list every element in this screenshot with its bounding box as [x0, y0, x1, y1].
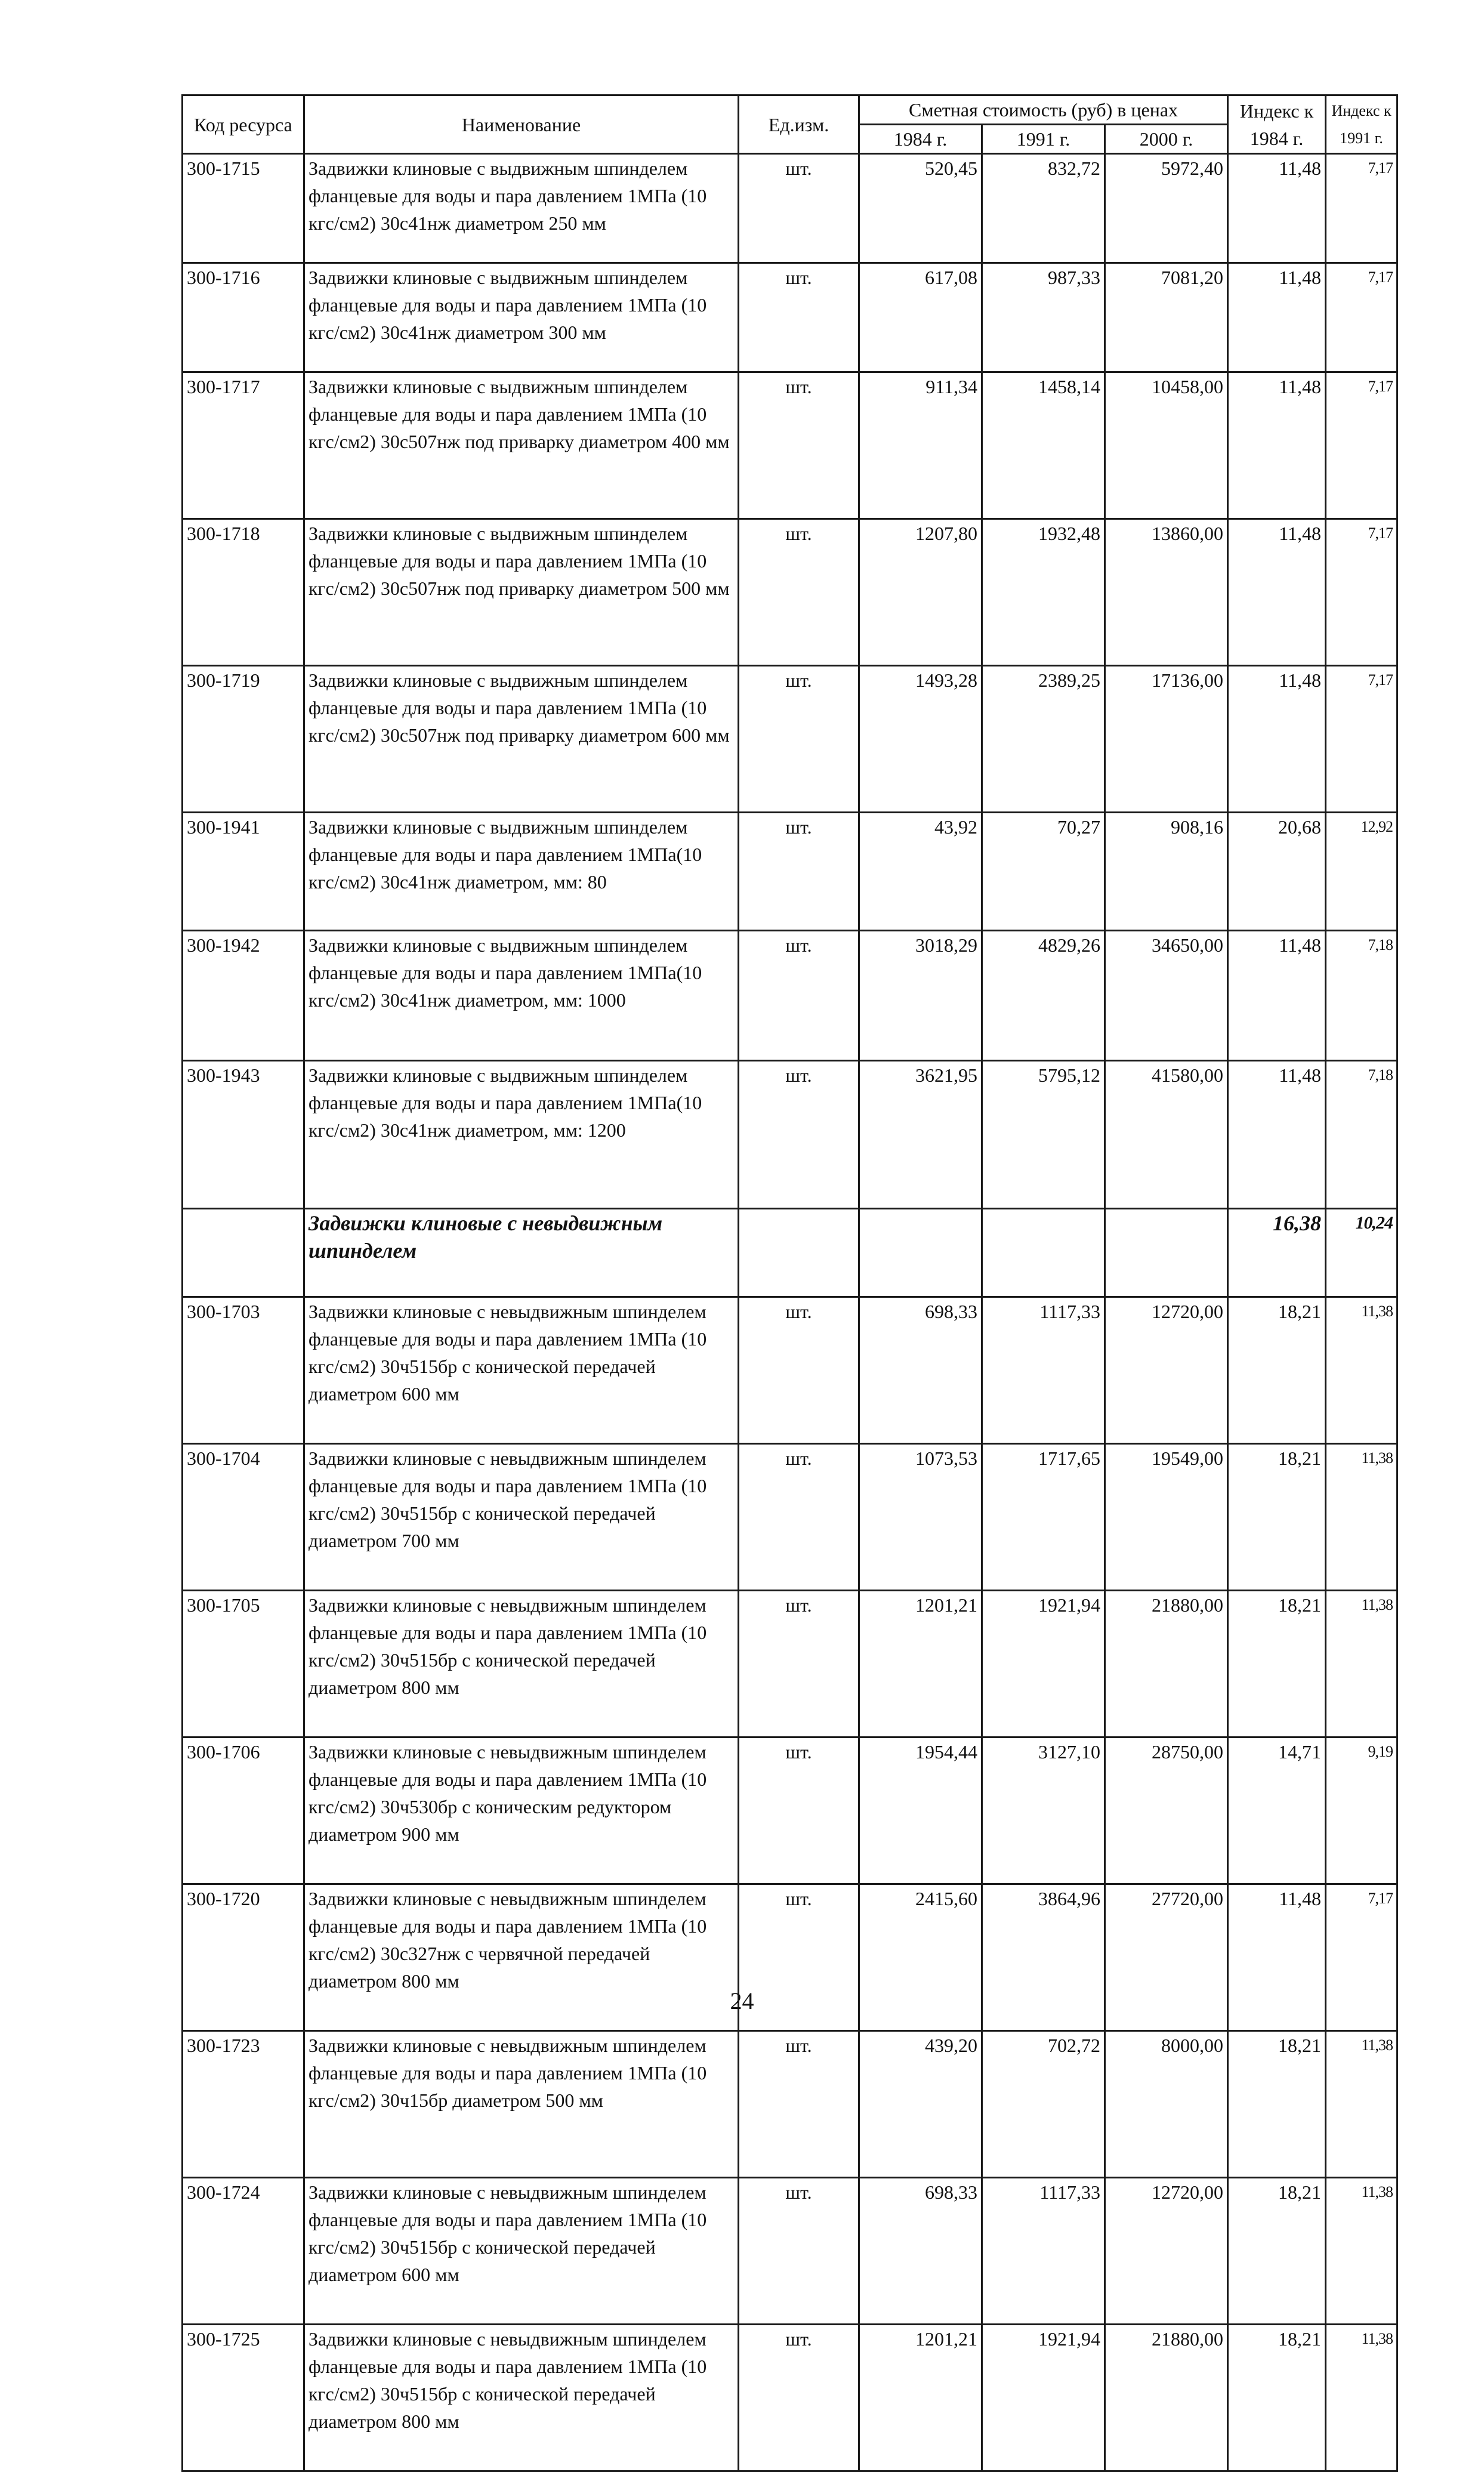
- table-cell-index-1991: 7,17: [1326, 1884, 1397, 2031]
- table-cell-price-2000: 28750,00: [1105, 1738, 1228, 1884]
- table-cell-index-1991: 11,38: [1326, 2031, 1397, 2178]
- table-cell-unit: шт.: [739, 1591, 859, 1738]
- table-cell-name: Задвижки клиновые с невыдвижным шпинделем фланцевые для воды и пара давлением 1МПа (10 кгс/см2) 30ч530бр с коническим редуктором диаметром 900 мм: [304, 1738, 739, 1884]
- table-cell-price-2000: 34650,00: [1105, 931, 1228, 1061]
- header-row: [183, 95, 1397, 125]
- table-cell-name: Задвижки клиновые с невыдвижным шпинделем фланцевые для воды и пара давлением 1МПа (10 кгс/см2) 30ч515бр с конической передачей диаметром 800 мм: [304, 2325, 739, 2471]
- table-cell-code: 300-1719: [183, 666, 304, 813]
- table-cell-code: 300-1943: [183, 1061, 304, 1209]
- table-cell-code: 300-1723: [183, 2031, 304, 2178]
- header-year-1984: 1984 г.: [859, 125, 982, 154]
- table-cell-unit: шт.: [739, 1061, 859, 1209]
- table-cell-index-1991: 7,17: [1326, 519, 1397, 666]
- table-cell-code: 300-1717: [183, 372, 304, 519]
- table-cell-price-1984: 698,33: [859, 1297, 982, 1444]
- table-cell-unit: шт.: [739, 263, 859, 372]
- table-cell-price-1991: 987,33: [982, 263, 1105, 372]
- table-cell-index-1984: 11,48: [1228, 931, 1326, 1061]
- table-cell-index-1984: 18,21: [1228, 1297, 1326, 1444]
- table-cell-index-1984: 11,48: [1228, 154, 1326, 263]
- table-row: [183, 666, 1397, 813]
- table-cell-name: Задвижки клиновые с выдвижным шпинделем фланцевые для воды и пара давлением 1МПа(10 кгс/см2) 30с41нж диаметром, мм: 1000: [304, 931, 739, 1061]
- table-row: [183, 2325, 1397, 2471]
- table-cell-unit: шт.: [739, 154, 859, 263]
- table-cell-index-1984: 11,48: [1228, 1061, 1326, 1209]
- table-cell-name: Задвижки клиновые с невыдвижным шпинделем фланцевые для воды и пара давлением 1МПа (10 кгс/см2) 30ч515бр с конической передачей диаметром 800 мм: [304, 1591, 739, 1738]
- table-cell-unit: шт.: [739, 1738, 859, 1884]
- table-cell-code: 300-1941: [183, 813, 304, 931]
- table-cell-unit: шт.: [739, 931, 859, 1061]
- table-cell-price-1991: 3127,10: [982, 1738, 1105, 1884]
- table-row: [183, 931, 1397, 1061]
- table-row: [183, 813, 1397, 931]
- price-table: [181, 94, 1398, 2472]
- table-cell-index-1991: 12,92: [1326, 813, 1397, 931]
- table-cell-price-1991: 2389,25: [982, 666, 1105, 813]
- table-cell-code: 300-1942: [183, 931, 304, 1061]
- table-cell-price-2000: 8000,00: [1105, 2031, 1228, 2178]
- table-row: [183, 519, 1397, 666]
- header-index-1984: Индекс к 1984 г.: [1228, 95, 1326, 154]
- table-row: [183, 154, 1397, 263]
- table-cell-price-2000: [1105, 1209, 1228, 1297]
- table-cell-price-2000: 19549,00: [1105, 1444, 1228, 1591]
- table-cell-index-1991: 10,24: [1326, 1209, 1397, 1297]
- table-cell-name: Задвижки клиновые с выдвижным шпинделем фланцевые для воды и пара давлением 1МПа (10 кгс/см2) 30с507нж под приварку диаметром 400 мм: [304, 372, 739, 519]
- table-cell-index-1984: 11,48: [1228, 372, 1326, 519]
- table-cell-name: Задвижки клиновые с выдвижным шпинделем фланцевые для воды и пара давлением 1МПа(10 кгс/см2) 30с41нж диаметром, мм: 80: [304, 813, 739, 931]
- table-cell-name: Задвижки клиновые с выдвижным шпинделем фланцевые для воды и пара давлением 1МПа (10 кгс/см2) 30с507нж под приварку диаметром 500 мм: [304, 519, 739, 666]
- table-cell-price-1984: 617,08: [859, 263, 982, 372]
- table-cell-name: Задвижки клиновые с невыдвижным шпинделем фланцевые для воды и пара давлением 1МПа (10 кгс/см2) 30с327нж с червячной передачей диаметром 800 мм: [304, 1884, 739, 2031]
- table-cell-index-1984: 20,68: [1228, 813, 1326, 931]
- table-cell-unit: шт.: [739, 519, 859, 666]
- table-row: [183, 2031, 1397, 2178]
- table-cell-price-2000: 27720,00: [1105, 1884, 1228, 2031]
- table-cell-code: 300-1715: [183, 154, 304, 263]
- table-cell-name: Задвижки клиновые с выдвижным шпинделем фланцевые для воды и пара давлением 1МПа (10 кгс/см2) 30с41нж диаметром 250 мм: [304, 154, 739, 263]
- table-cell-code: 300-1704: [183, 1444, 304, 1591]
- table-cell-price-2000: 12720,00: [1105, 2178, 1228, 2325]
- table-cell-price-1984: 3018,29: [859, 931, 982, 1061]
- table-cell-code: 300-1720: [183, 1884, 304, 2031]
- table-row: [183, 1061, 1397, 1209]
- table-cell-index-1991: 7,17: [1326, 372, 1397, 519]
- header-year-2000: 2000 г.: [1105, 125, 1228, 154]
- table-cell-price-2000: 7081,20: [1105, 263, 1228, 372]
- table-cell-code: 300-1724: [183, 2178, 304, 2325]
- table-cell-name: Задвижки клиновые с выдвижным шпинделем фланцевые для воды и пара давлением 1МПа (10 кгс/см2) 30с507нж под приварку диаметром 600 мм: [304, 666, 739, 813]
- table-row: [183, 1444, 1397, 1591]
- table-cell-price-1991: 832,72: [982, 154, 1105, 263]
- header-name: Наименование: [304, 95, 739, 154]
- table-cell-index-1991: 11,38: [1326, 2178, 1397, 2325]
- table-cell-price-1984: 439,20: [859, 2031, 982, 2178]
- table-cell-unit: шт.: [739, 1297, 859, 1444]
- table-cell-unit: шт.: [739, 1444, 859, 1591]
- table-cell-price-1984: [859, 1209, 982, 1297]
- table-cell-name: Задвижки клиновые с невыдвижным шпинделем фланцевые для воды и пара давлением 1МПа (10 кгс/см2) 30ч15бр диаметром 500 мм: [304, 2031, 739, 2178]
- table-cell-price-1991: 1458,14: [982, 372, 1105, 519]
- table-cell-index-1984: 14,71: [1228, 1738, 1326, 1884]
- table-cell-index-1984: 18,21: [1228, 1591, 1326, 1738]
- table-cell-index-1984: 18,21: [1228, 1444, 1326, 1591]
- table-row: [183, 1738, 1397, 1884]
- table-cell-unit: [739, 1209, 859, 1297]
- table-cell-index-1991: 11,38: [1326, 2325, 1397, 2471]
- table-cell-price-1991: 3864,96: [982, 1884, 1105, 2031]
- table-cell-price-1991: [982, 1209, 1105, 1297]
- table-cell-index-1984: 11,48: [1228, 666, 1326, 813]
- table-cell-unit: шт.: [739, 2325, 859, 2471]
- table-cell-price-2000: 5972,40: [1105, 154, 1228, 263]
- table-cell-code: 300-1705: [183, 1591, 304, 1738]
- table-cell-index-1984: 11,48: [1228, 1884, 1326, 2031]
- table-cell-name: Задвижки клиновые с невыдвижным шпинделем фланцевые для воды и пара давлением 1МПа (10 кгс/см2) 30ч515бр с конической передачей диаметром 600 мм: [304, 2178, 739, 2325]
- table-cell-unit: шт.: [739, 1884, 859, 2031]
- table-cell-index-1984: 11,48: [1228, 519, 1326, 666]
- table-row: [183, 1591, 1397, 1738]
- table-cell-price-1991: 1932,48: [982, 519, 1105, 666]
- table-cell-index-1991: 7,18: [1326, 931, 1397, 1061]
- table-cell-name: Задвижки клиновые с выдвижным шпинделем фланцевые для воды и пара давлением 1МПа (10 кгс/см2) 30с41нж диаметром 300 мм: [304, 263, 739, 372]
- table-cell-price-2000: 10458,00: [1105, 372, 1228, 519]
- table-cell-price-1991: 1117,33: [982, 1297, 1105, 1444]
- table-cell-index-1991: 7,17: [1326, 666, 1397, 813]
- table-cell-name: Задвижки клиновые с невыдвижным шпинделем: [304, 1209, 739, 1297]
- table-cell-code: 300-1725: [183, 2325, 304, 2471]
- table-row: [183, 2178, 1397, 2325]
- table-cell-price-2000: 13860,00: [1105, 519, 1228, 666]
- table-cell-index-1991: 7,18: [1326, 1061, 1397, 1209]
- table-cell-index-1991: 11,38: [1326, 1591, 1397, 1738]
- table-cell-price-1991: 702,72: [982, 2031, 1105, 2178]
- table-cell-index-1991: 7,17: [1326, 154, 1397, 263]
- table-cell-index-1991: 11,38: [1326, 1444, 1397, 1591]
- table-cell-price-1984: 3621,95: [859, 1061, 982, 1209]
- table-cell-price-1991: 1717,65: [982, 1444, 1105, 1591]
- table-cell-code: 300-1706: [183, 1738, 304, 1884]
- table-cell-name: Задвижки клиновые с выдвижным шпинделем фланцевые для воды и пара давлением 1МПа(10 кгс/см2) 30с41нж диаметром, мм: 1200: [304, 1061, 739, 1209]
- table-row: [183, 263, 1397, 372]
- table-cell-unit: шт.: [739, 2031, 859, 2178]
- table-row: [183, 1297, 1397, 1444]
- table-cell-price-1984: 911,34: [859, 372, 982, 519]
- table-cell-price-1984: 520,45: [859, 154, 982, 263]
- header-index-1991: Индекс к 1991 г.: [1326, 95, 1397, 154]
- table-row: [183, 372, 1397, 519]
- header-code: Код ресурса: [183, 95, 304, 154]
- table-cell-index-1991: 7,17: [1326, 263, 1397, 372]
- table-cell-price-1984: 2415,60: [859, 1884, 982, 2031]
- table-cell-price-1984: 1207,80: [859, 519, 982, 666]
- table-body: [183, 154, 1397, 2471]
- table-cell-index-1984: 11,48: [1228, 263, 1326, 372]
- table-cell-price-2000: 21880,00: [1105, 1591, 1228, 1738]
- table-cell-price-2000: 12720,00: [1105, 1297, 1228, 1444]
- table-cell-unit: шт.: [739, 666, 859, 813]
- table-cell-price-1991: 70,27: [982, 813, 1105, 931]
- page-number: 24: [730, 1988, 754, 2014]
- table-cell-price-1991: 1921,94: [982, 1591, 1105, 1738]
- table-cell-price-1991: 1921,94: [982, 2325, 1105, 2471]
- table-cell-price-2000: 21880,00: [1105, 2325, 1228, 2471]
- table-cell-price-1984: 1073,53: [859, 1444, 982, 1591]
- table-cell-price-1984: 43,92: [859, 813, 982, 931]
- table-cell-price-1991: 4829,26: [982, 931, 1105, 1061]
- table-cell-price-1991: 5795,12: [982, 1061, 1105, 1209]
- table-cell-price-2000: 908,16: [1105, 813, 1228, 931]
- table-cell-index-1984: 18,21: [1228, 2178, 1326, 2325]
- table-cell-index-1984: 16,38: [1228, 1209, 1326, 1297]
- table-cell-price-1991: 1117,33: [982, 2178, 1105, 2325]
- table-cell-index-1984: 18,21: [1228, 2325, 1326, 2471]
- table-cell-price-1984: 1954,44: [859, 1738, 982, 1884]
- table-cell-price-1984: 698,33: [859, 2178, 982, 2325]
- table-cell-code: 300-1716: [183, 263, 304, 372]
- table-cell-name: Задвижки клиновые с невыдвижным шпинделем фланцевые для воды и пара давлением 1МПа (10 кгс/см2) 30ч515бр с конической передачей диаметром 700 мм: [304, 1444, 739, 1591]
- table-cell-code: 300-1703: [183, 1297, 304, 1444]
- table-cell-code: 300-1718: [183, 519, 304, 666]
- table-cell-index-1991: 11,38: [1326, 1297, 1397, 1444]
- table-cell-price-1984: 1201,21: [859, 2325, 982, 2471]
- table-cell-price-1984: 1493,28: [859, 666, 982, 813]
- table-cell-index-1984: 18,21: [1228, 2031, 1326, 2178]
- table-cell-unit: шт.: [739, 813, 859, 931]
- table-cell-price-2000: 41580,00: [1105, 1061, 1228, 1209]
- table-cell-code: [183, 1209, 304, 1297]
- header-year-1991: 1991 г.: [982, 125, 1105, 154]
- section-row: [183, 1209, 1397, 1297]
- table-cell-price-1984: 1201,21: [859, 1591, 982, 1738]
- header-cost-group: Сметная стоимость (руб) в ценах: [859, 95, 1228, 125]
- table-cell-unit: шт.: [739, 2178, 859, 2325]
- header-unit: Ед.изм.: [739, 95, 859, 154]
- table-cell-index-1991: 9,19: [1326, 1738, 1397, 1884]
- table-cell-unit: шт.: [739, 372, 859, 519]
- table-cell-name: Задвижки клиновые с невыдвижным шпинделем фланцевые для воды и пара давлением 1МПа (10 кгс/см2) 30ч515бр с конической передачей диаметром 600 мм: [304, 1297, 739, 1444]
- table-cell-price-2000: 17136,00: [1105, 666, 1228, 813]
